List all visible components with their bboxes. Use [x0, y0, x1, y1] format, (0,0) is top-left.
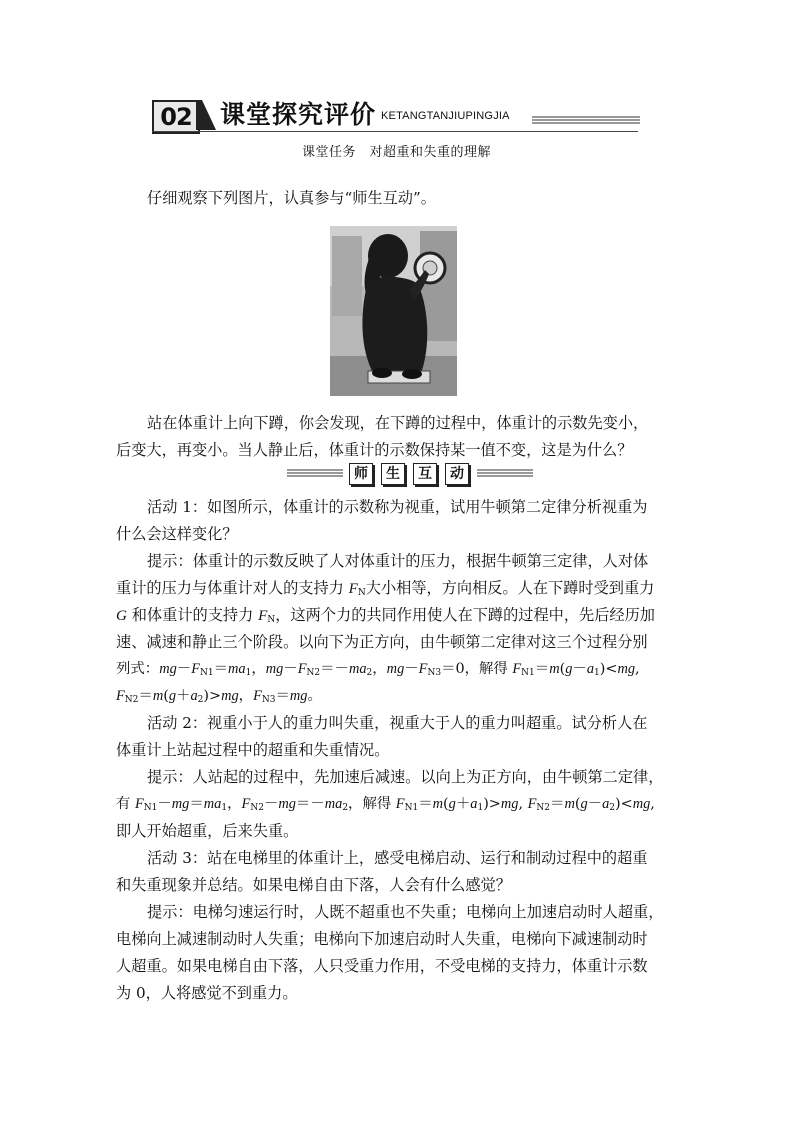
activity-3-question-line-2: 和失重现象并总结。如果电梯自由下落，人会有什么感觉？	[116, 876, 511, 894]
section-number-badge: 02	[152, 100, 200, 134]
interaction-divider	[287, 460, 533, 486]
girl-squatting-on-scale-photo	[330, 226, 457, 396]
activity-1-solution: $F_{N2}=m(g+a_2)>mg$，$F_{N3}=mg$。	[116, 688, 322, 705]
intro-text: 仔细观察下列图片，认真参与“师生互动”。	[147, 189, 436, 207]
activity-3-hint-line-3: 人超重。如果电梯自由下落，人只受重力作用，不受电梯的支持力，体重计示数	[116, 957, 648, 975]
activity-3-hint-line-1: 提示：电梯匀速运行时，人既不超重也不失重；电梯向上加速启动时人超重，	[147, 903, 664, 921]
activity-2-equations: 有 $F_{N1}-mg=ma_1$，$F_{N2}-mg=-ma_2$，解得 $F_{N1}=m(g+a_1)>mg$, $F_{N2}=m(g-a_2)<mg$,	[116, 796, 655, 813]
activity-3-question-line-1: 活动 3：站在电梯里的体重计上，感受电梯启动、运行和制动过程中的超重	[147, 849, 648, 867]
interaction-char-2: 生	[381, 463, 405, 485]
activity-1-hint-line-3: G 和体重计的支持力 $F_N$，这两个力的共同作用使人在下蹲的过程中，先后经历加	[116, 606, 655, 625]
question-line-1: 站在体重计上向下蹲，你会发现，在下蹲的过程中，体重计的示数先变小，	[147, 414, 649, 432]
activity-2-hint-line-1: 提示：人站起的过程中，先加速后减速。以向上为正方向，由牛顿第二定律，	[147, 768, 664, 786]
interaction-char-4: 动	[445, 463, 469, 485]
section-title: 课堂探究评价	[220, 100, 377, 129]
header-underline	[152, 131, 638, 132]
activity-1-question-line-1: 活动 1：如图所示，体重计的示数称为视重，试用牛顿第二定律分析视重为	[147, 498, 648, 516]
interaction-char-1: 师	[349, 463, 373, 485]
activity-1-question-line-2: 什么会这样变化？	[116, 525, 238, 543]
activity-3-hint-line-2: 电梯向上减速制动时人失重；电梯向下加速启动时人失重，电梯向下减速制动时	[116, 930, 648, 948]
activity-1-hint-line-1: 提示：体重计的示数反映了人对体重计的压力，根据牛顿第三定律，人对体	[147, 552, 649, 570]
activity-1-hint-line-2: 重计的压力与体重计对人的支持力 $F_N$大小相等，方向相反。人在下蹲时受到重力	[116, 579, 655, 598]
section-title-pinyin: KETANGTANJIUPINGJIA	[381, 110, 510, 122]
activity-2-question-line-2: 体重计上站起过程中的超重和失重情况。	[116, 741, 390, 759]
header-line-ornament	[532, 115, 640, 125]
activity-2-hint-line-3: 即人开始超重，后来失重。	[116, 822, 299, 840]
activity-3-hint-line-4: 为 0，人将感觉不到重力。	[116, 984, 298, 1002]
header-wedge-ornament	[196, 100, 216, 134]
interaction-char-3: 互	[413, 463, 437, 485]
activity-2-question-line-1: 活动 2：视重小于人的重力叫失重，视重大于人的重力叫超重。试分析人在	[147, 714, 648, 732]
activity-1-hint-line-4: 速、减速和静止三个阶段。以向下为正方向，由牛顿第二定律对这三个过程分别	[116, 633, 648, 651]
task-subtitle: 课堂任务 对超重和失重的理解	[301, 145, 491, 160]
activity-1-equations: 列式：$mg-F_{N1}=ma_1$，$mg-F_{N2}=-ma_2$，$mg-F_{N3}=0$，解得 $F_{N1}=m(g-a_1)<mg$,	[116, 661, 640, 678]
question-line-2: 后变大，再变小。当人静止后，体重计的示数保持某一值不变，这是为什么？	[116, 441, 633, 459]
